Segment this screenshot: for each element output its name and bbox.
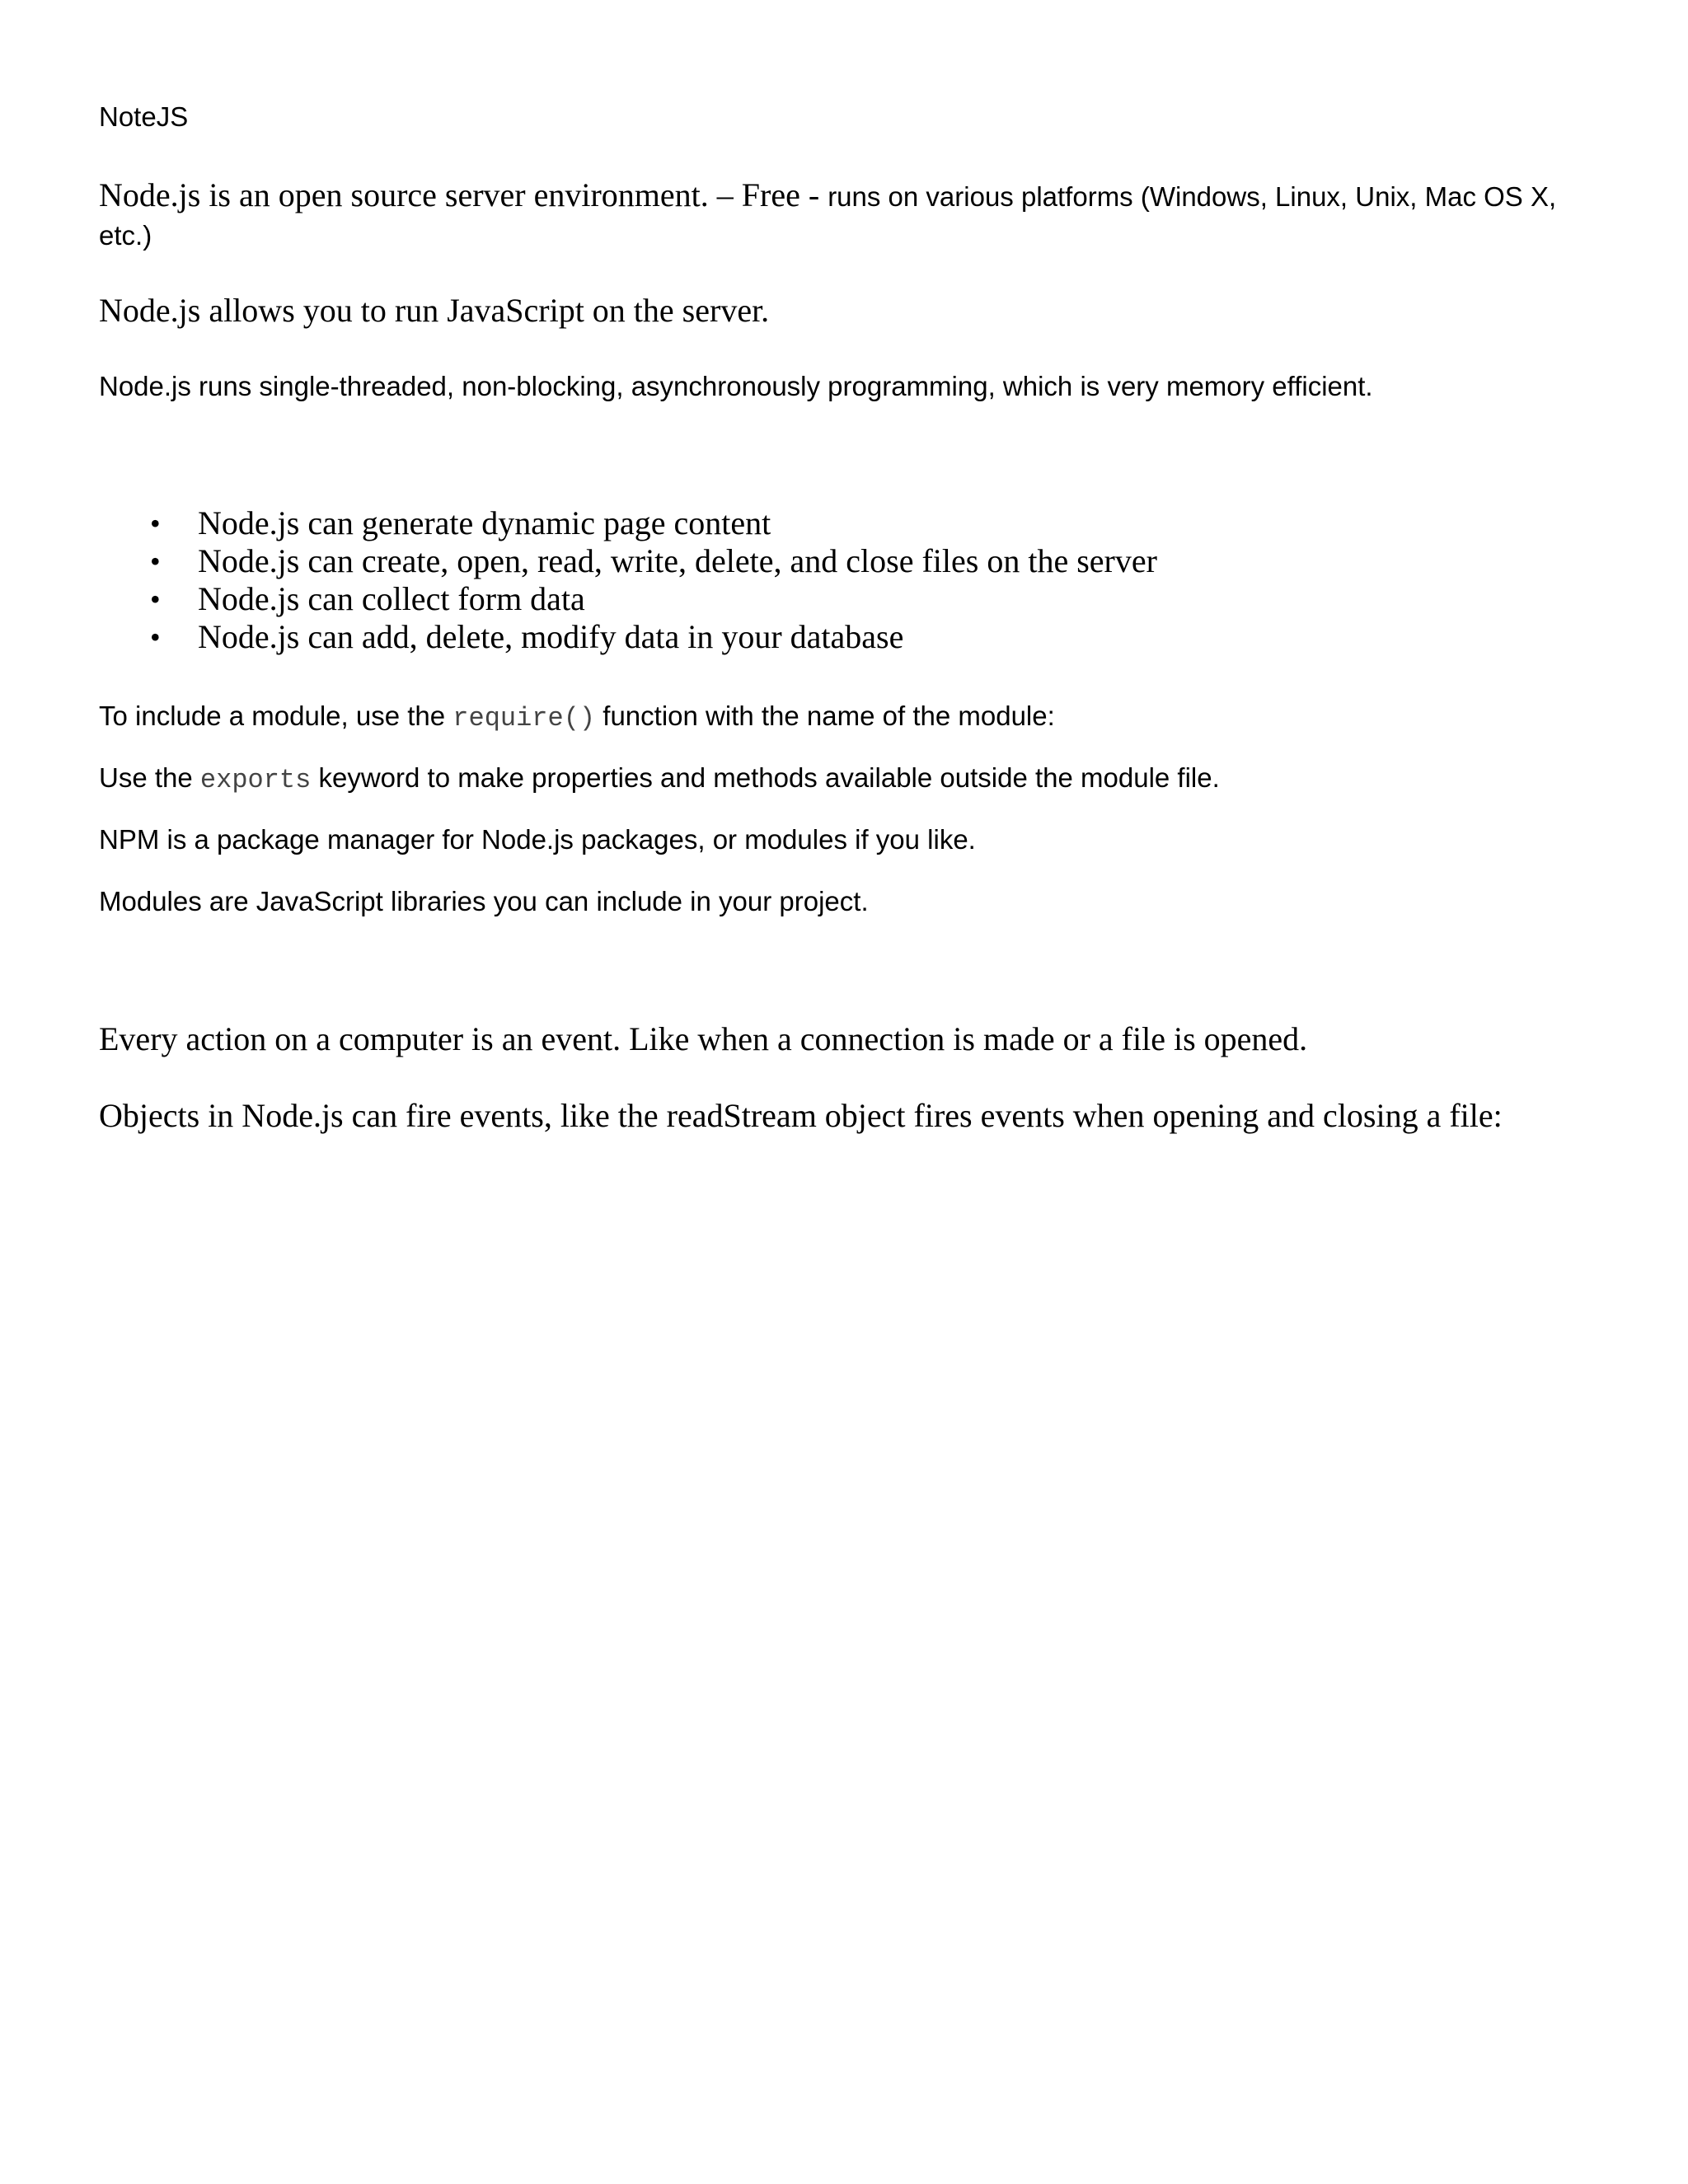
- modules-paragraph: Modules are JavaScript libraries you can include in your project.: [99, 886, 869, 916]
- require-before-text: To include a module, use the: [99, 701, 453, 731]
- list-item-text: Node.js can create, open, read, write, delete, and close files on the server: [198, 542, 1157, 579]
- npm-paragraph: NPM is a package manager for Node.js packages, or modules if you like.: [99, 824, 976, 855]
- runs-paragraph: Node.js runs single-threaded, non-blocking, asynchronously programming, which is very memory efficient.: [99, 371, 1373, 401]
- events-paragraph-1: Every action on a computer is an event. Like when a connection is made or a file is opened.: [99, 1020, 1308, 1057]
- exports-code: exports: [199, 765, 312, 795]
- bullet-icon: •: [150, 621, 161, 654]
- list-item-text: Node.js can add, delete, modify data in your database: [198, 618, 904, 655]
- require-code: require(): [452, 703, 596, 733]
- require-paragraph: [99, 700, 1055, 735]
- intro-serif-text: Node.js is an open source server environment. – Free -: [99, 176, 828, 213]
- allows-paragraph: Node.js allows you to run JavaScript on the server.: [99, 292, 770, 329]
- bullet-icon: •: [150, 507, 161, 540]
- list-item-text: Node.js can generate dynamic page content: [198, 504, 771, 541]
- require-after-text: function with the name of the module:: [595, 701, 1055, 731]
- intro-continuation: etc.): [99, 220, 152, 251]
- exports-after-text: keyword to make properties and methods available outside the module file.: [311, 762, 1220, 793]
- bullet-icon: •: [150, 545, 161, 578]
- list-item-text: Node.js can collect form data: [198, 580, 585, 617]
- exports-before-text: Use the: [99, 762, 200, 793]
- bullet-icon: •: [150, 583, 161, 616]
- events-paragraph-2: Objects in Node.js can fire events, like the readStream object fires events when opening and closing a file:: [99, 1097, 1503, 1134]
- exports-paragraph: [99, 762, 1220, 797]
- document-title: NoteJS: [99, 101, 189, 132]
- intro-paragraph: [99, 176, 1556, 214]
- intro-sans-text: runs on various platforms (Windows, Linux, Unix, Mac OS X,: [828, 181, 1557, 212]
